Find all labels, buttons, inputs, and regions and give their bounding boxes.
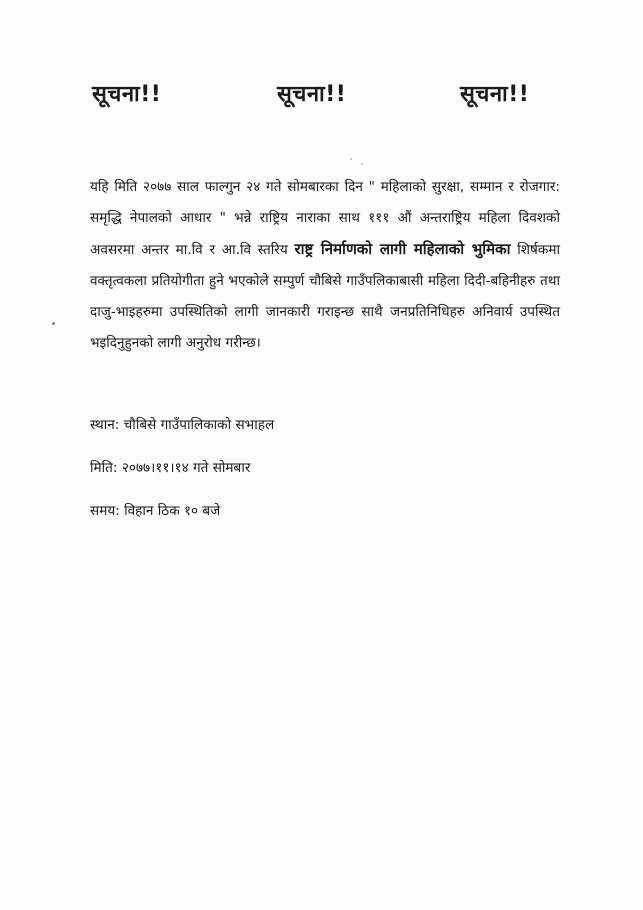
- competition-topic-title: राष्ट्र निर्माणको लागी महिलाको भुमिका: [294, 240, 511, 258]
- notice-body-paragraph: [90, 172, 560, 359]
- event-venue: स्थान: चौबिसे गाउँपालिकाको सभाहल: [90, 417, 275, 433]
- scan-speck: [52, 322, 55, 325]
- notice-heading-right: सूचना!!: [460, 82, 530, 107]
- notice-heading-left: सूचना!!: [92, 82, 162, 107]
- body-text-conclusion: शिर्षकमा वक्तृत्वकला प्रतियोगीता हुने भएकोले सम्पुर्ण चौबिसे गाउँपलिकाबासी महिला दिदी-बहिनीहरु तथा दाजु-भाइहरुमा उपस्थितिको लागी जानकारी गराइन्छ साथै जनप्रतिनिधिहरु अनिवार्य उपस्थित भइदिनुहुनको लागी अनुरोध गरीन्छ।: [90, 242, 560, 351]
- notice-header: [92, 78, 542, 112]
- scan-speck: [350, 158, 352, 160]
- scan-speck: [361, 163, 363, 165]
- body-text-intro: यहि मिति २०७७ साल फाल्गुन २४ गते सोमबारका दिन " महिलाको सुरक्षा, सम्मान र रोजगार: समृद्धि नेपालको आधार " भन्ने राष्ट्रिय नाराका साथ १११ औं अन्तराष्ट्रिय महिला दिवशको अवसरमा अन्तर मा.वि र आ.वि स्तरिय: [90, 179, 560, 258]
- event-time: समय: विहान ठिक १० बजे: [90, 503, 221, 519]
- event-date: मिति: २०७७।११।१४ गते सोमबार: [90, 460, 251, 476]
- notice-heading-center: सूचना!!: [277, 82, 347, 107]
